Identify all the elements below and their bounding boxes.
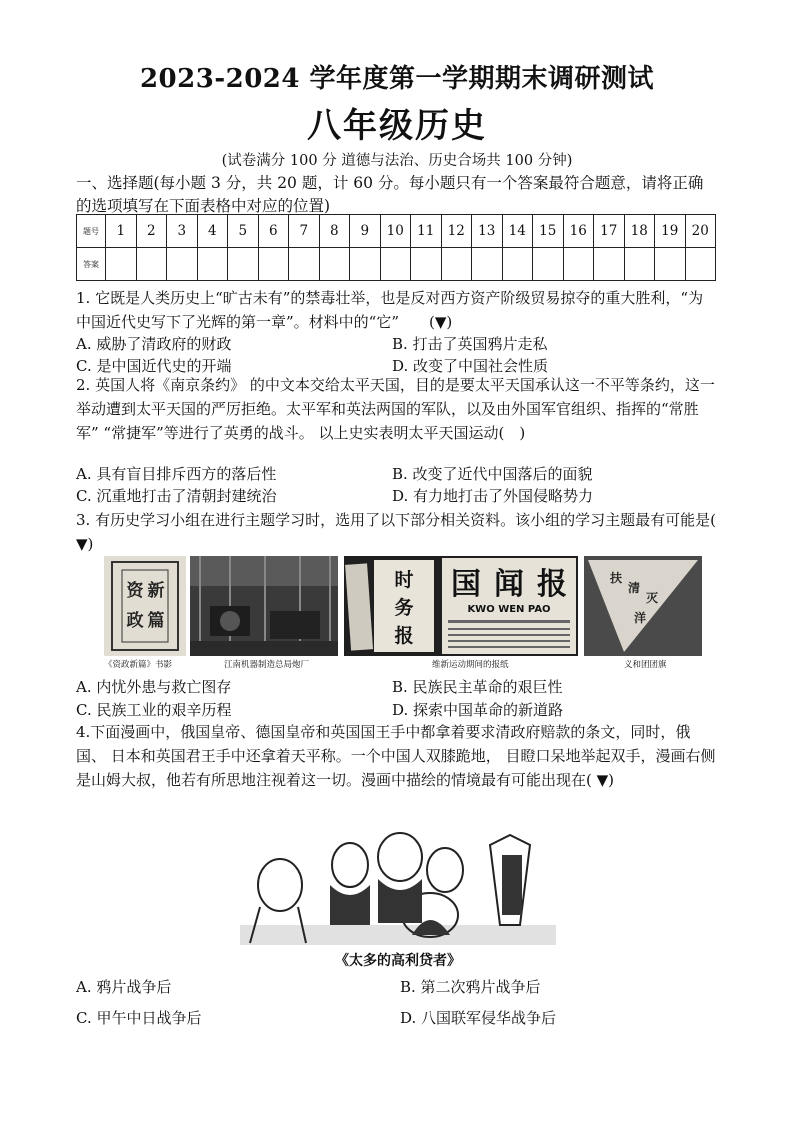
question-1-stem: 1. 它既是人类历史上“旷古未有”的禁毒壮举，也是反对西方资产阶级贸易掠夺的重大胜利，“为中国近代史写下了光辉的第一章”。材料中的“它” (▼) — [76, 289, 704, 331]
answer-table-answer-row — [77, 248, 716, 281]
book-char-2: 政 — [126, 611, 144, 631]
answer-cell[interactable] — [655, 248, 686, 281]
flag-char-2: 清 — [628, 581, 641, 595]
answer-cell[interactable] — [136, 248, 167, 281]
answer-cell[interactable] — [411, 248, 442, 281]
exam-subtitle: (试卷满分 100 分 道德与法治、历史合场共 100 分钟) — [221, 153, 573, 169]
question-2-option-a: A. 具有盲目排斥西方的落后性 — [76, 465, 277, 483]
question-number-cell: 13 — [472, 215, 503, 248]
question-number-cell: 6 — [258, 215, 289, 248]
question-1-option-b: B. 打击了英国鸦片走私 — [392, 335, 548, 353]
question-3-option-c: C. 民族工业的艰辛历程 — [76, 701, 232, 719]
number-row-label: 题号 — [77, 215, 106, 248]
answer-cell[interactable] — [624, 248, 655, 281]
book-char-1: 资 — [126, 581, 144, 601]
question-2-stem: 2. 英国人将《南京条约》 的中文本交给太平天国，目的是要太平天国承认这一不平等条约，这一举动遭到太平天国的严厉拒绝。太平军和英法两国的军队，以及由外国军官组织、指挥的“常胜军” “常捷军”等进行了英勇的战斗。 以上史实表明太平天国运动( ) — [76, 376, 715, 442]
answer-cell[interactable] — [533, 248, 564, 281]
question-4-option-b: B. 第二次鸦片战争后 — [400, 978, 541, 996]
banner-char-2: 闻 — [494, 567, 524, 602]
flag-photo — [584, 556, 702, 656]
answer-cell[interactable] — [167, 248, 198, 281]
answer-cell[interactable] — [380, 248, 411, 281]
banner-char-3: 报 — [537, 567, 567, 602]
question-number-cell: 8 — [319, 215, 350, 248]
answer-cell[interactable] — [563, 248, 594, 281]
answer-cell[interactable] — [228, 248, 259, 281]
arsenal-photo — [190, 556, 338, 656]
answer-table-number-row — [77, 215, 716, 248]
image-3-caption: 维新运动期间的报纸 — [432, 660, 509, 670]
image-2-caption: 江南机器制造总局炮厂 — [224, 660, 310, 670]
question-number-cell: 18 — [624, 215, 655, 248]
question-3-option-d: D. 探索中国革命的新道路 — [392, 701, 564, 719]
question-number-cell: 12 — [441, 215, 472, 248]
question-number-cell: 14 — [502, 215, 533, 248]
exam-title: 2023-2024 学年度第一学期期末调研测试 — [139, 64, 655, 94]
answer-cell[interactable] — [502, 248, 533, 281]
question-3-option-a: A. 内忧外患与救亡图存 — [76, 678, 232, 696]
question-number-cell: 20 — [685, 215, 716, 248]
question-4-cartoon — [240, 815, 556, 945]
answer-cell[interactable] — [685, 248, 716, 281]
question-3-option-b: B. 民族民主革命的艰巨性 — [392, 678, 563, 696]
question-number-cell: 10 — [380, 215, 411, 248]
answer-cell[interactable] — [258, 248, 289, 281]
question-number-cell: 17 — [594, 215, 625, 248]
question-number-cell: 2 — [136, 215, 167, 248]
newspaper-char-1: 时 — [394, 569, 414, 591]
cartoon-caption: 《太多的高利贷者》 — [335, 953, 461, 969]
answer-cell[interactable] — [472, 248, 503, 281]
book-cover-image — [104, 556, 186, 656]
question-number-cell: 1 — [106, 215, 137, 248]
answer-cell[interactable] — [106, 248, 137, 281]
question-1-option-a: A. 威胁了清政府的财政 — [76, 335, 232, 353]
answer-cell[interactable] — [594, 248, 625, 281]
newspaper-photo — [344, 556, 578, 656]
answer-cell[interactable] — [197, 248, 228, 281]
book-char-3: 新 — [147, 581, 165, 601]
question-number-cell: 9 — [350, 215, 381, 248]
question-2-option-c: C. 沉重地打击了清朝封建统治 — [76, 487, 277, 505]
question-2-option-b: B. 改变了近代中国落后的面貌 — [392, 465, 593, 483]
banner-char-1: 国 — [451, 567, 481, 602]
flag-char-1: 扶 — [610, 571, 623, 585]
question-number-cell: 11 — [411, 215, 442, 248]
question-number-cell: 7 — [289, 215, 320, 248]
question-4-stem: 4.下面漫画中，俄国皇帝、德国皇帝和英国国王手中都拿着要求清政府赔款的条文，同时，俄国、 日本和英国君王手中还拿着天平称。一个中国人双膝跪地， 目瞪口呆地举起双手，漫画右侧是山姆大叔，他若有所思地注视着这一切。漫画中描绘的情境最有可能出现在( ▼) — [76, 723, 716, 789]
image-4-caption: 义和团团旗 — [624, 660, 667, 670]
question-number-cell: 15 — [533, 215, 564, 248]
question-number-cell: 4 — [197, 215, 228, 248]
question-4-option-c: C. 甲午中日战争后 — [76, 1009, 202, 1027]
banner-romanized: KWO WEN PAO — [467, 604, 551, 615]
newspaper-char-3: 报 — [394, 625, 414, 647]
question-number-cell: 16 — [563, 215, 594, 248]
question-4-option-d: D. 八国联军侵华战争后 — [400, 1009, 557, 1027]
flag-char-4: 洋 — [634, 611, 647, 625]
newspaper-char-2: 务 — [394, 597, 414, 619]
image-1-caption: 《资政新篇》书影 — [104, 660, 173, 670]
question-number-cell: 19 — [655, 215, 686, 248]
question-number-cell: 5 — [228, 215, 259, 248]
question-number-cell: 3 — [167, 215, 198, 248]
flag-char-3: 灭 — [646, 591, 659, 605]
answer-cell[interactable] — [319, 248, 350, 281]
answer-cell[interactable] — [289, 248, 320, 281]
question-4-option-a: A. 鸦片战争后 — [76, 978, 172, 996]
book-char-4: 篇 — [147, 611, 165, 631]
subject-title: 八年级历史 — [307, 106, 487, 146]
question-2-option-d: D. 有力地打击了外国侵略势力 — [392, 487, 594, 505]
answer-cell[interactable] — [441, 248, 472, 281]
question-3-stem: 3. 有历史学习小组在进行主题学习时，选用了以下部分相关资料。该小组的学习主题最有可能是( ▼) — [76, 511, 716, 553]
section-instruction: 一、选择题(每小题 3 分，共 20 题，计 60 分。每小题只有一个答案最符合题意，请将正确的选项填写在下面表格中对应的位置) — [76, 174, 704, 215]
answer-cell[interactable] — [350, 248, 381, 281]
answer-table — [76, 214, 716, 281]
answer-row-label: 答案 — [77, 248, 106, 281]
question-3-image-strip — [104, 556, 702, 670]
question-1-option-d: D. 改变了中国社会性质 — [392, 357, 549, 375]
question-1-option-c: C. 是中国近代史的开端 — [76, 357, 232, 375]
